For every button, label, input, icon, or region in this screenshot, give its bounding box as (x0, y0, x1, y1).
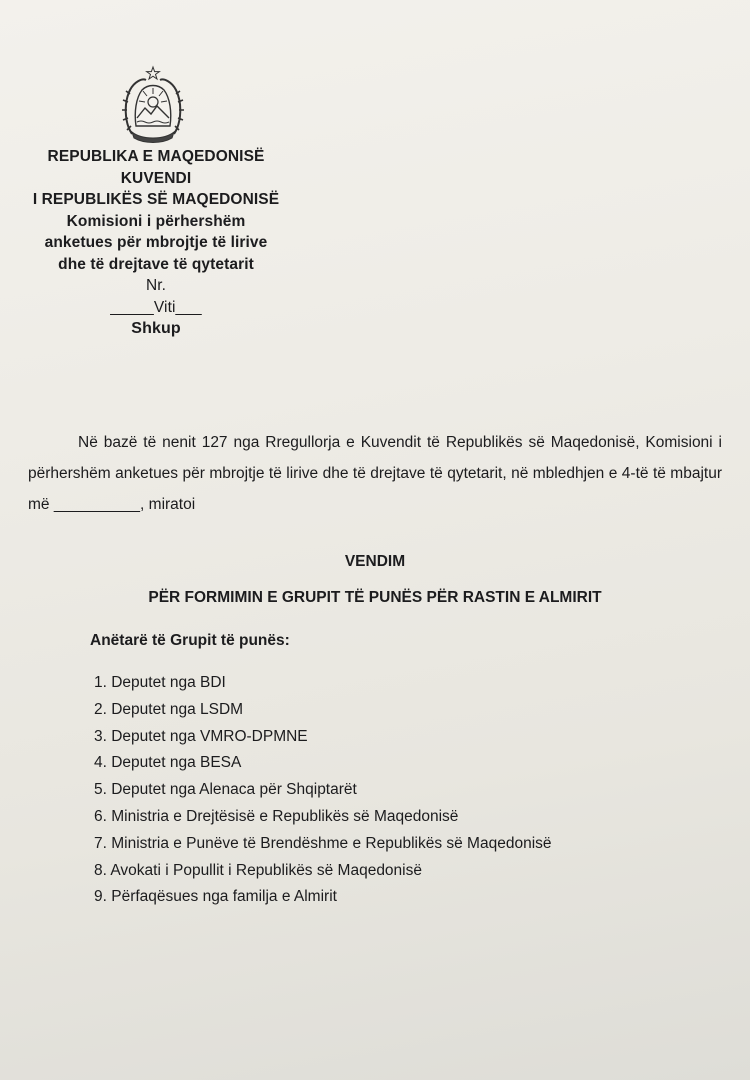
list-item: 7. Ministria e Punëve të Brendëshme e Republikës së Maqedonisë (94, 834, 552, 852)
year-line: _____Viti___ (110, 298, 202, 316)
document-header (16, 146, 296, 340)
list-item: 5. Deputet nga Alenaca për Shqiptarët (94, 781, 357, 799)
list-item: 3. Deputet nga VMRO-DPMNE (94, 727, 308, 745)
members-list (94, 670, 552, 911)
republic-name: REPUBLIKA E MAQEDONISË (47, 148, 265, 165)
committee-line-2: anketues për mbrojtje të lirive (44, 234, 268, 251)
number-label: Nr. (145, 277, 167, 294)
list-item: 9. Përfaqësues nga familja e Almirit (94, 888, 337, 906)
members-title: Anëtarë të Grupit të punës: (90, 632, 290, 649)
committee-line-3: dhe të drejtave të qytetarit (58, 255, 254, 273)
decision-title: VENDIM (344, 553, 406, 570)
list-item: 6. Ministria e Drejtësisë e Republikës së Maqedonisë (94, 807, 459, 825)
decision-subtitle: PËR FORMIMIN E GRUPIT TË PUNËS PËR RASTIN E ALMIRIT (148, 589, 602, 606)
coat-of-arms-icon (122, 64, 184, 144)
list-item: 4. Deputet nga BESA (94, 754, 242, 772)
body-paragraph-text: Në bazë të nenit 127 nga Rregullorja e Kuvendit të Republikës së Maqedonisë, Komisioni i përhershëm anketues për mbrojtje të lirive dhe të drejtave të qytetarit, në mbledhjen e 4-të të mbajtur më __________, miratoi (28, 434, 722, 513)
body-paragraph (28, 427, 722, 520)
assembly-name: KUVENDI (120, 169, 192, 187)
list-item: 2. Deputet nga LSDM (94, 700, 244, 718)
assembly-of: I REPUBLIKËS SË MAQEDONISË (32, 191, 280, 208)
city-name: Shkup (131, 320, 181, 337)
committee-line-1: Komisioni i përhershëm (66, 212, 246, 230)
list-item: 1. Deputet nga BDI (94, 674, 226, 691)
list-item: 8. Avokati i Popullit i Republikës së Maqedonisë (94, 861, 422, 879)
